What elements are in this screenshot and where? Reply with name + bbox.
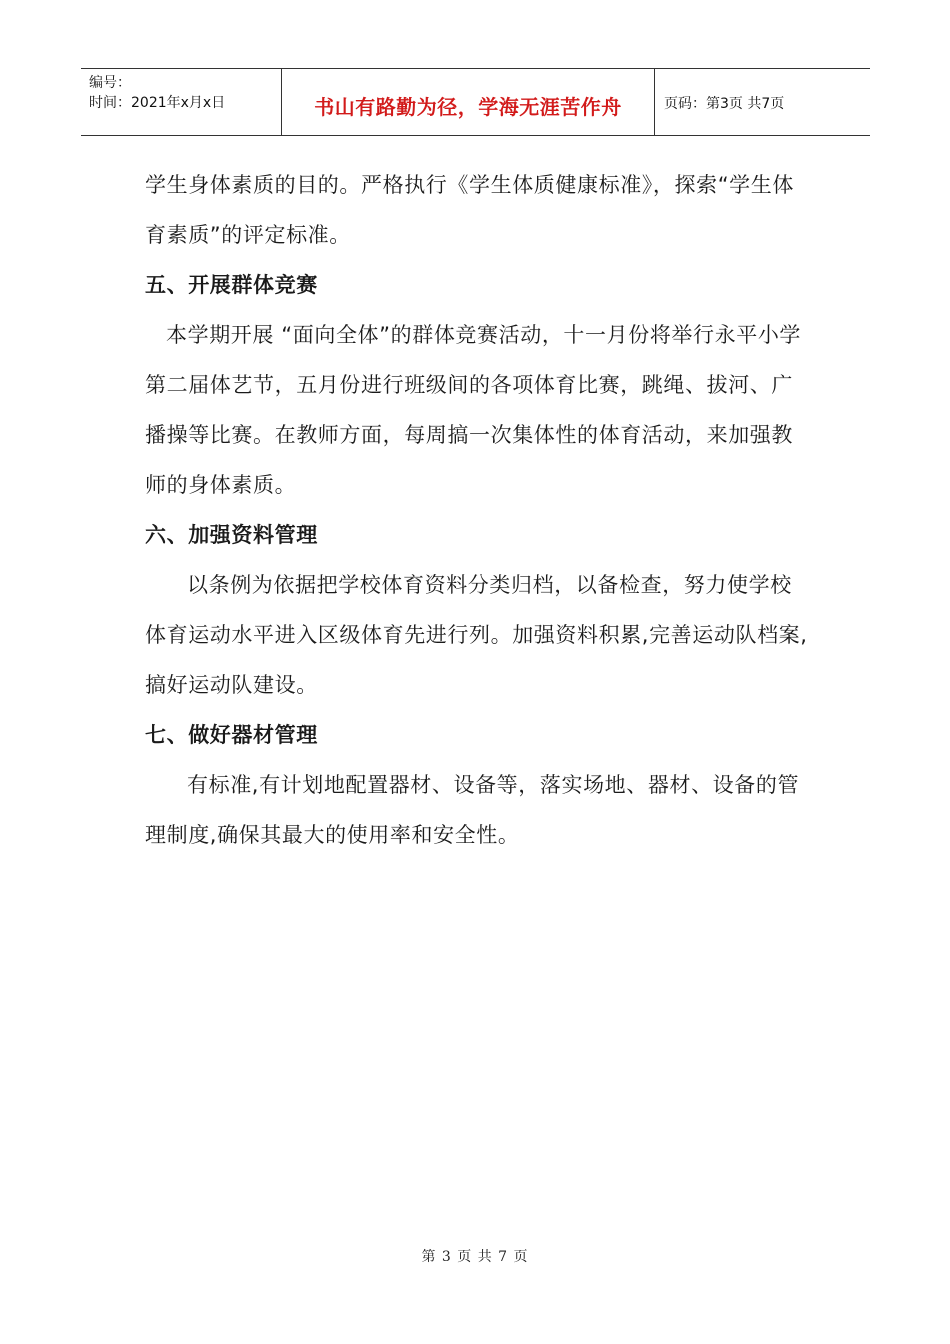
header-meta xyxy=(89,73,225,113)
body-paragraph: 学生身体素质的目的。严格执行《学生体质健康标准》，探索“学生体育素质”的评定标准。 xyxy=(145,173,794,247)
section-heading: 五、开展群体竞赛 xyxy=(145,273,318,297)
body-paragraph: 有标准,有计划地配置器材、设备等，落实场地、器材、设备的管理制度,确保其最大的使用率和安全性。 xyxy=(145,773,800,847)
header-number-label: 编号： xyxy=(89,75,131,91)
header-page-info: 页码：第3页 共7页 xyxy=(664,96,785,112)
document-body xyxy=(145,160,810,860)
document-header xyxy=(81,68,870,136)
header-time-label: 时间：2021年x月x日 xyxy=(89,95,226,111)
body-paragraph: 本学期开展 “面向全体”的群体竞赛活动，十一月份将举行永平小学第二届体艺节，五月份进行班级间的各项体育比赛，跳绳、拔河、广播操等比赛。在教师方面，每周搞一次集体性的体育活动，来加强教师的身体素质。 xyxy=(145,323,802,497)
header-divider xyxy=(654,69,655,135)
header-motto: 书山有路勤为径，学海无涯苦作舟 xyxy=(314,95,622,119)
section-heading: 七、做好器材管理 xyxy=(145,723,318,747)
body-paragraph: 以条例为依据把学校体育资料分类归档，以备检查，努力使学校体育运动水平进入区级体育先进行列。加强资料积累,完善运动队档案,搞好运动队建设。 xyxy=(145,573,808,697)
page-footer: 第 3 页 共 7 页 xyxy=(421,1249,529,1265)
section-heading: 六、加强资料管理 xyxy=(145,523,318,547)
